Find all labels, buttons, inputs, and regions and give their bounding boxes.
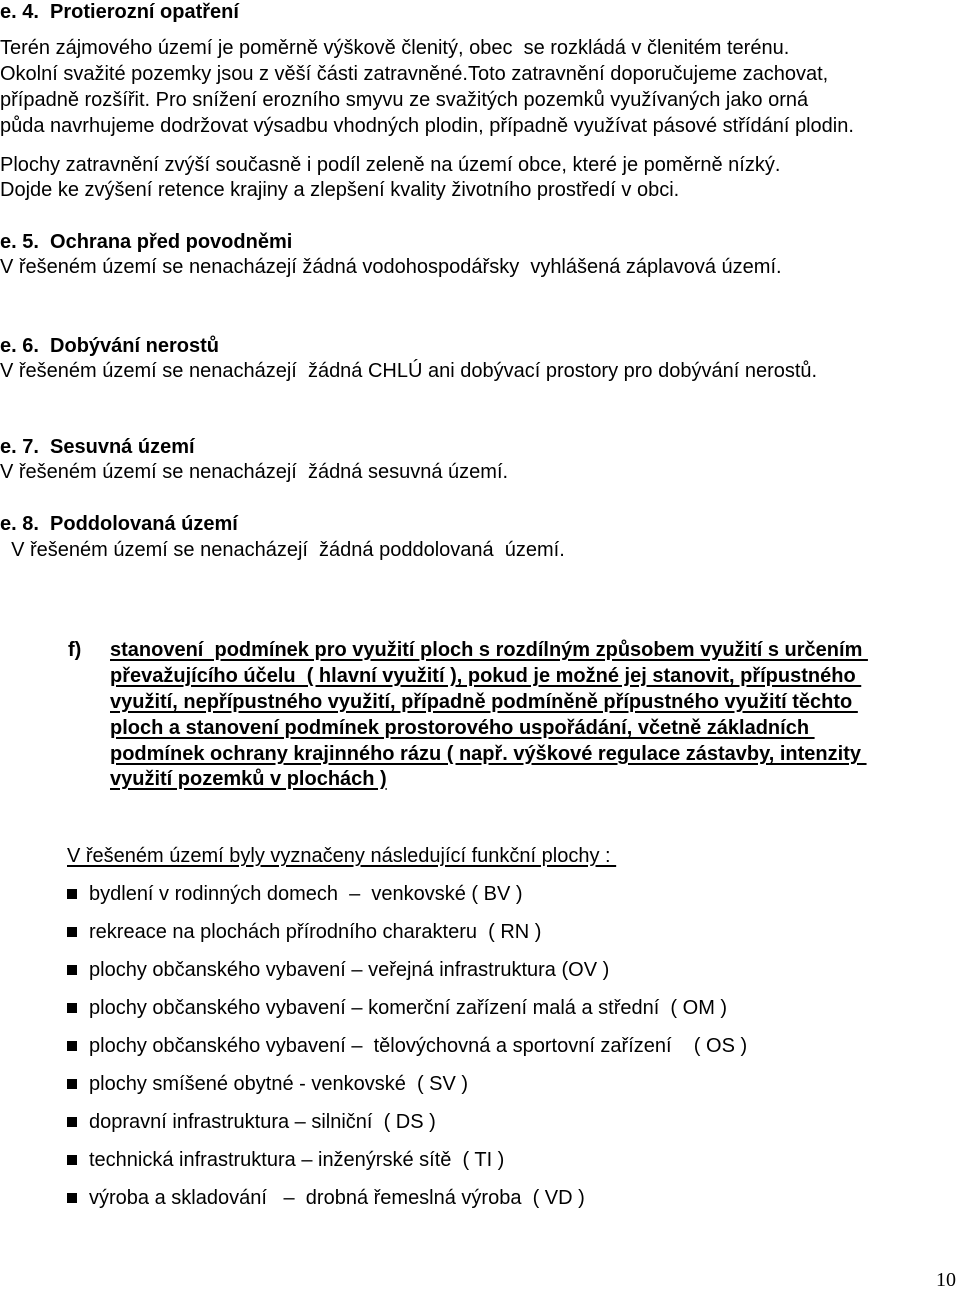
title-line: převažujícího účelu ( hlavní využití ), pokud je možné jej stanovit, přípustného [110, 665, 862, 687]
title-line: využití pozemků v plochách ) [110, 768, 387, 790]
square-bullet-icon [67, 1155, 77, 1165]
text-line: případně rozšířit. Pro snížení erozního smyvu ze svažitých pozemků využívaných jako orná [0, 89, 809, 111]
section-e7-heading: e. 7. Sesuvná území [0, 436, 195, 458]
text-line: Plochy zatravnění zvýší současně i podíl zeleně na území obce, které je poměrně nízký. [0, 154, 781, 176]
list-item: plochy občanského vybavení – tělovýchovná a sportovní zařízení ( OS ) [67, 1034, 747, 1058]
list-item: technická infrastruktura – inženýrské sítě ( TI ) [67, 1148, 504, 1172]
section-e5-text: V řešeném území se nenacházejí žádná vodohospodářsky vyhlášená záplavová území. [0, 256, 782, 278]
section-f-intro: V řešeném území byly vyznačeny následující funkční plochy : [67, 845, 617, 867]
section-e7-text: V řešeném území se nenacházejí žádná sesuvná území. [0, 461, 509, 483]
list-item: bydlení v rodinných domech – venkovské ( BV ) [67, 882, 523, 906]
section-e6-text: V řešeném území se nenacházejí žádná CHLÚ ani dobývací prostory pro dobývání nerostů. [0, 360, 818, 382]
square-bullet-icon [67, 1041, 77, 1051]
list-item: dopravní infrastruktura – silniční ( DS ) [67, 1110, 436, 1134]
square-bullet-icon [67, 1193, 77, 1203]
section-e8-text: V řešeném území se nenacházejí žádná poddolovaná území. [0, 539, 565, 561]
text-line: půda navrhujeme dodržovat výsadbu vhodných plodin, případně využívat pásové střídání plodin. [0, 115, 854, 137]
list-item: rekreace na plochách přírodního charakteru ( RN ) [67, 920, 541, 944]
title-line: ploch a stanovení podmínek prostorového uspořádání, včetně základních [110, 717, 815, 739]
title-line: stanovení podmínek pro využití ploch s rozdílným způsobem využití s určením [110, 639, 868, 661]
text-line: Dojde ke zvýšení retence krajiny a zlepšení kvality životního prostředí v obci. [0, 179, 680, 201]
list-item: plochy občanského vybavení – komerční zařízení malá a střední ( OM ) [67, 996, 727, 1020]
square-bullet-icon [67, 965, 77, 975]
square-bullet-icon [67, 1003, 77, 1013]
list-item: plochy smíšené obytné - venkovské ( SV ) [67, 1072, 468, 1096]
square-bullet-icon [67, 1079, 77, 1089]
square-bullet-icon [67, 1117, 77, 1127]
section-e6-heading: e. 6. Dobývání nerostů [0, 335, 219, 357]
text-line: Terén zájmového území je poměrně výškově členitý, obec se rozkládá v členitém terénu. [0, 37, 790, 59]
title-line: využití, nepřípustného využití, případně podmíněně přípustného využití těchto [110, 691, 858, 713]
square-bullet-icon [67, 927, 77, 937]
section-e4-heading: e. 4. Protierozní opatření [0, 1, 239, 23]
title-line: podmínek ochrany krajinného rázu ( např. výškové regulace zástavby, intenzity [110, 743, 867, 765]
section-e5-heading: e. 5. Ochrana před povodněmi [0, 231, 293, 253]
square-bullet-icon [67, 889, 77, 899]
section-f-label: f) [68, 639, 82, 661]
list-item: výroba a skladování – drobná řemeslná výroba ( VD ) [67, 1186, 585, 1210]
list-item: plochy občanského vybavení – veřejná infrastruktura (OV ) [67, 958, 609, 982]
page-number: 10 [936, 1269, 956, 1291]
text-line: Okolní svažité pozemky jsou z věší části zatravněné.Toto zatravnění doporučujeme zachovat, [0, 63, 829, 85]
section-e8-heading: e. 8. Poddolovaná území [0, 513, 238, 535]
